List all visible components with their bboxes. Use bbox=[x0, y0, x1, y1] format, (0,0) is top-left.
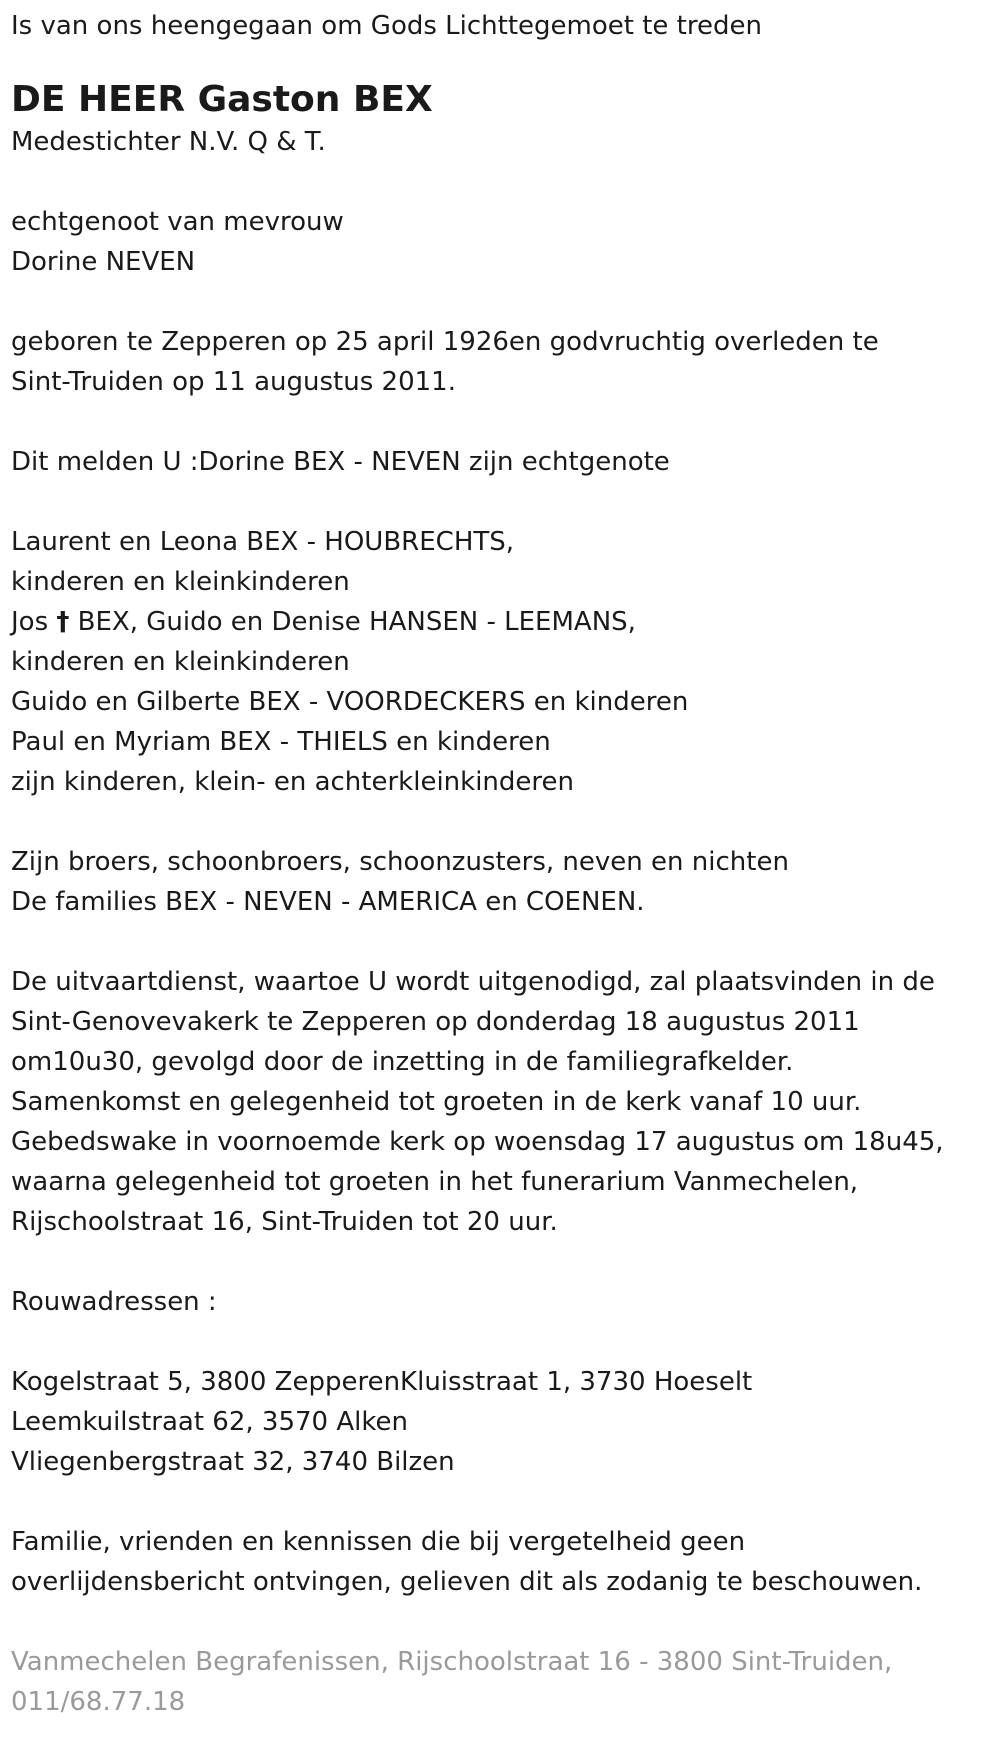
closing-line: overlijdensbericht ontvingen, gelieven dit als zodanig te beschouwen. bbox=[11, 1567, 923, 1597]
addresses-label-section bbox=[11, 1282, 1000, 1322]
family-section bbox=[11, 842, 1000, 922]
children-line: Guido en Gilberte BEX - VOORDECKERS en kinderen bbox=[11, 687, 689, 717]
footer-line: 011/68.77.18 bbox=[11, 1687, 186, 1717]
addresses-label: Rouwadressen : bbox=[11, 1287, 217, 1317]
children-line: Laurent en Leona BEX - HOUBRECHTS, bbox=[11, 527, 515, 557]
deceased-title: Medestichter N.V. Q & T. bbox=[11, 127, 326, 157]
family-line: Zijn broers, schoonbroers, schoonzusters, neven en nichten bbox=[11, 847, 789, 877]
spouse-section bbox=[11, 202, 1000, 282]
intro-text: Is van ons heengegaan om Gods Lichttegemoet te treden bbox=[11, 11, 762, 41]
service-line: Samenkomst en gelegenheid tot groeten in de kerk vanaf 10 uur. bbox=[11, 1087, 862, 1117]
address-line: Vliegenbergstraat 32, 3740 Bilzen bbox=[11, 1447, 455, 1477]
birth-death-section bbox=[11, 322, 1000, 402]
birth-death-line: geboren te Zepperen op 25 april 1926en godvruchtig overleden te bbox=[11, 327, 879, 357]
service-line: om10u30, gevolgd door de inzetting in de familiegrafkelder. bbox=[11, 1047, 794, 1077]
children-line-text: Jos bbox=[11, 607, 57, 637]
children-line: zijn kinderen, klein- en achterkleinkinderen bbox=[11, 767, 574, 797]
cross-icon: † bbox=[56, 607, 70, 637]
service-line: Gebedswake in voornoemde kerk op woensdag 17 augustus om 18u45, bbox=[11, 1127, 944, 1157]
footer-line: Vanmechelen Begrafenissen, Rijschoolstraat 16 - 3800 Sint-Truiden, bbox=[11, 1647, 893, 1677]
family-line: De families BEX - NEVEN - AMERICA en COENEN. bbox=[11, 887, 645, 917]
service-section bbox=[11, 962, 1000, 1242]
service-line: De uitvaartdienst, waartoe U wordt uitgenodigd, zal plaatsvinden in de bbox=[11, 967, 935, 997]
deceased-name: DE HEER Gaston BEX bbox=[11, 79, 433, 120]
addresses-section bbox=[11, 1362, 1000, 1482]
children-line-text: BEX, Guido en Denise HANSEN - LEEMANS, bbox=[69, 607, 636, 637]
children-line: kinderen en kleinkinderen bbox=[11, 647, 350, 677]
birth-death-line: Sint-Truiden op 11 augustus 2011. bbox=[11, 367, 456, 397]
spouse-line: echtgenoot van mevrouw bbox=[11, 207, 344, 237]
announcers-intro: Dit melden U :Dorine BEX - NEVEN zijn echtgenote bbox=[11, 447, 670, 477]
address-line: Leemkuilstraat 62, 3570 Alken bbox=[11, 1407, 408, 1437]
service-line: Sint-Genovevakerk te Zepperen op donderdag 18 augustus 2011 bbox=[11, 1007, 860, 1037]
funeral-home-footer bbox=[11, 1642, 1000, 1722]
children-line: Paul en Myriam BEX - THIELS en kinderen bbox=[11, 727, 551, 757]
spouse-name: Dorine NEVEN bbox=[11, 247, 196, 277]
service-line: Rijschoolstraat 16, Sint-Truiden tot 20 uur. bbox=[11, 1207, 558, 1237]
closing-line: Familie, vrienden en kennissen die bij vergetelheid geen bbox=[11, 1527, 746, 1557]
address-line: Kogelstraat 5, 3800 ZepperenKluisstraat 1, 3730 Hoeselt bbox=[11, 1367, 753, 1397]
children-line: kinderen en kleinkinderen bbox=[11, 567, 350, 597]
announcers-section bbox=[11, 442, 1000, 482]
service-line: waarna gelegenheid tot groeten in het funerarium Vanmechelen, bbox=[11, 1167, 859, 1197]
closing-section bbox=[11, 1522, 1000, 1602]
children-line bbox=[11, 602, 1000, 642]
children-section bbox=[11, 522, 1000, 802]
